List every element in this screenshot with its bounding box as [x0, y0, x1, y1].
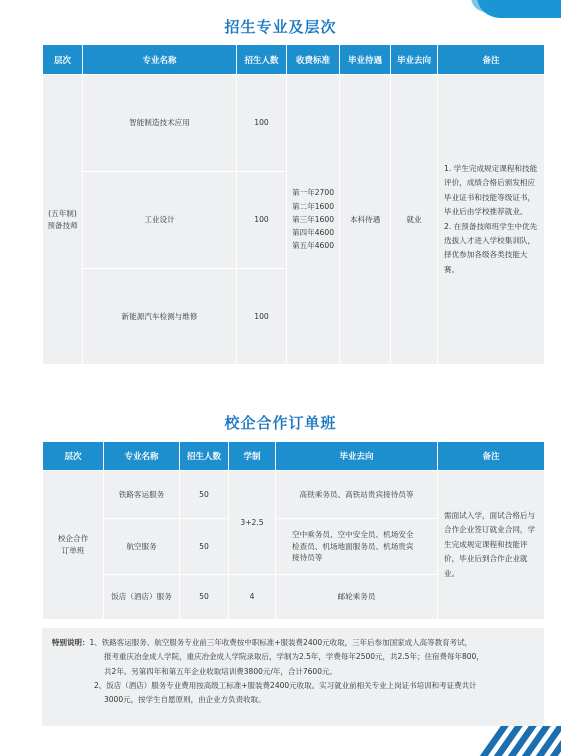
header-enrollment: 招生人数: [180, 442, 229, 471]
header-level: 层次: [43, 442, 104, 471]
destination-cell: 邮轮乘务员: [276, 575, 438, 620]
note-item-1-line-3: 共2年。另第四年和第五年企业收取培训费3800元/年，合计7600元。: [104, 666, 337, 676]
header-major-name: 专业名称: [104, 442, 180, 471]
major-count: 50: [180, 471, 229, 519]
fee-cell: 第一年2700 第二年1600 第三年1600 第四年4600 第五年4600: [287, 75, 340, 365]
major-count: 100: [237, 172, 287, 269]
level-cell: 校企合作 订单班: [43, 471, 104, 620]
header-enrollment: 招生人数: [237, 45, 287, 75]
major-name: 铁路客运服务: [104, 471, 180, 519]
section-title-order-class: 校企合作订单班: [224, 414, 337, 432]
header-duration: 学制: [229, 442, 276, 471]
note-item-2-line-2: 3000元，按学生自愿原则，由企业方负责收取。: [104, 695, 266, 704]
header-fee: 收费标准: [287, 45, 340, 75]
major-count: 100: [237, 75, 287, 172]
corner-decoration-bottom: [471, 726, 561, 756]
notes-label: 特别说明：: [52, 638, 90, 647]
section-title-majors: 招生专业及层次: [224, 18, 337, 36]
major-count: 100: [237, 269, 287, 365]
major-name: 航空服务: [104, 519, 180, 575]
header-destination: 毕业去向: [276, 442, 438, 471]
header-destination: 毕业去向: [391, 45, 438, 75]
major-count: 50: [180, 575, 229, 620]
major-name: 智能制造技术应用: [83, 75, 237, 172]
destination-cell: 高铁乘务员、高铁站贵宾接待员等: [276, 471, 438, 519]
major-name: 饭店（酒店）服务: [104, 575, 180, 620]
header-level: 层次: [43, 45, 83, 75]
header-remarks: 备注: [438, 45, 545, 75]
note-item-2-line-1: 2、饭店（酒店）服务专业费用按高级工标准+服装费2400元收取。实习就业前相关专业上岗证书培训和考证费共计: [94, 680, 477, 690]
remarks-cell: 1. 学生完成规定课程和技能评价，成绩合格后颁发相应毕业证书和技能等级证书，毕业后由学校推荐就业。 2. 在预备技师班学生中优先选拔人才进入学校集训队，择优参加各级各类技能大赛。: [438, 75, 545, 365]
majors-table: [42, 44, 545, 365]
major-count: 50: [180, 519, 229, 575]
duration-cell: 4: [229, 575, 276, 620]
special-notes: [42, 628, 544, 726]
major-name: 工业设计: [83, 172, 237, 269]
header-treatment: 毕业待遇: [340, 45, 391, 75]
note-item-1-line-1: 1、铁路客运服务、航空服务专业前三年收费按中职标准+服装费2400元收取，三年后参加国家成人高等教育考试，: [89, 638, 473, 647]
treatment-cell: 本科待遇: [340, 75, 391, 365]
destination-cell: 就业: [391, 75, 438, 365]
note-item-1-line-2: 报考重庆冶金成人学院，重庆冶金成人学院录取后，学制为2.5年，学费每年2500元，共2.5年；住宿费每年800，: [104, 652, 484, 662]
destination-cell: 空中乘务员、空中安全员、机场安全检查员、机场地面服务员、机场贵宾接待员等: [276, 519, 438, 575]
header-major-name: 专业名称: [83, 45, 237, 75]
order-class-table: [42, 441, 545, 620]
header-remarks: 备注: [438, 442, 545, 471]
duration-cell: 3+2.5: [229, 471, 276, 575]
remarks-cell: 需面试入学，面试合格后与合作企业签订就业合同，学生完成规定课程和技能评价，毕业后到合作企业就业。: [438, 471, 545, 620]
level-cell: (五年制) 预备技师: [43, 75, 83, 365]
major-name: 新能源汽车检测与维修: [83, 269, 237, 365]
